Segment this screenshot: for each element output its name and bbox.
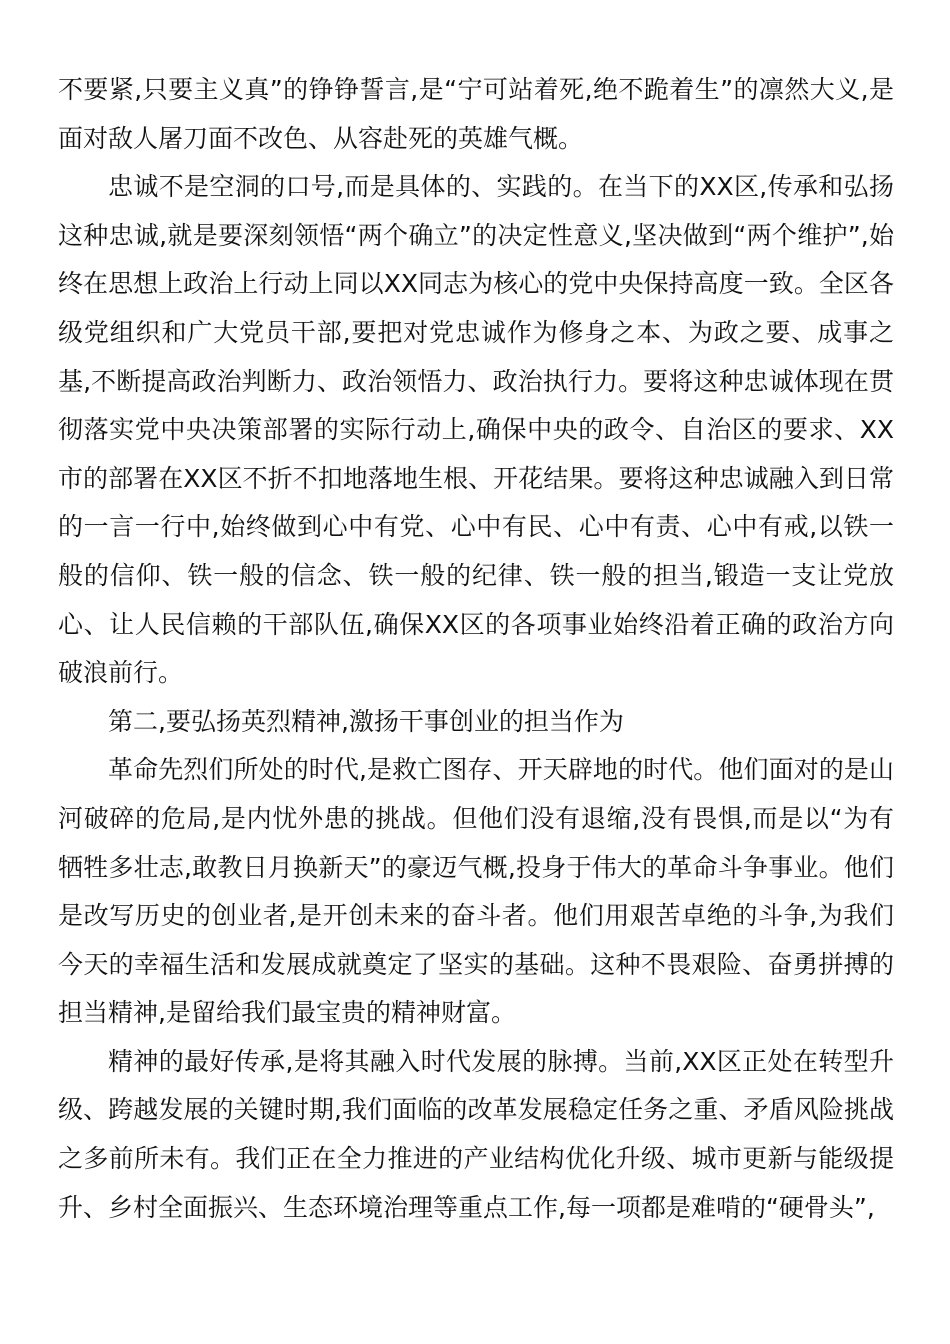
paragraph: 不要紧,只要主义真”的铮铮誓言,是“宁可站着死,绝不跪着生”的凛然大义,是面对敌人屠刀面不改色、从容赴死的英雄气概。 [58, 75, 894, 153]
document-body [58, 66, 894, 1232]
section-heading: 第二,要弘扬英烈精神,激扬干事创业的担当作为 [108, 706, 624, 736]
paragraph: 革命先烈们所处的时代,是救亡图存、开天辟地的时代。他们面对的是山河破碎的危局,是内忧外患的挑战。但他们没有退缩,没有畏惧,而是以“为有牺牲多壮志,敢教日月换新天”的豪迈气概,投身于伟大的革命斗争事业。他们是改写历史的创业者,是开创未来的奋斗者。他们用艰苦卓绝的斗争,为我们今天的幸福生活和发展成就奠定了坚实的基础。这种不畏艰险、奋勇拼搏的担当精神,是留给我们最宝贵的精神财富。 [58, 755, 894, 1028]
paragraph: 精神的最好传承,是将其融入时代发展的脉搏。当前,XX区正处在转型升级、跨越发展的关键时期,我们面临的改革发展稳定任务之重、矛盾风险挑战之多前所未有。我们正在全力推进的产业结构优化升级、城市更新与能级提升、乡村全面振兴、生态环境治理等重点工作,每一项都是难啃的“硬骨头”, [58, 1046, 894, 1222]
paragraph: 忠诚不是空洞的口号,而是具体的、实践的。在当下的XX区,传承和弘扬这种忠诚,就是要深刻领悟“两个确立”的决定性意义,坚决做到“两个维护”,始终在思想上政治上行动上同以XX同志为核心的党中央保持高度一致。全区各级党组织和广大党员干部,要把对党忠诚作为修身之本、为政之要、成事之基,不断提高政治判断力、政治领悟力、政治执行力。要将这种忠诚体现在贯彻落实党中央决策部署的实际行动上,确保中央的政令、自治区的要求、XX市的部署在XX区不折不扣地落地生根、开花结果。要将这种忠诚融入到日常的一言一行中,始终做到心中有党、心中有民、心中有责、心中有戒,以铁一般的信仰、铁一般的信念、铁一般的纪律、铁一般的担当,锻造一支让党放心、让人民信赖的干部队伍,确保XX区的各项事业始终沿着正确的政治方向破浪前行。 [58, 172, 894, 688]
